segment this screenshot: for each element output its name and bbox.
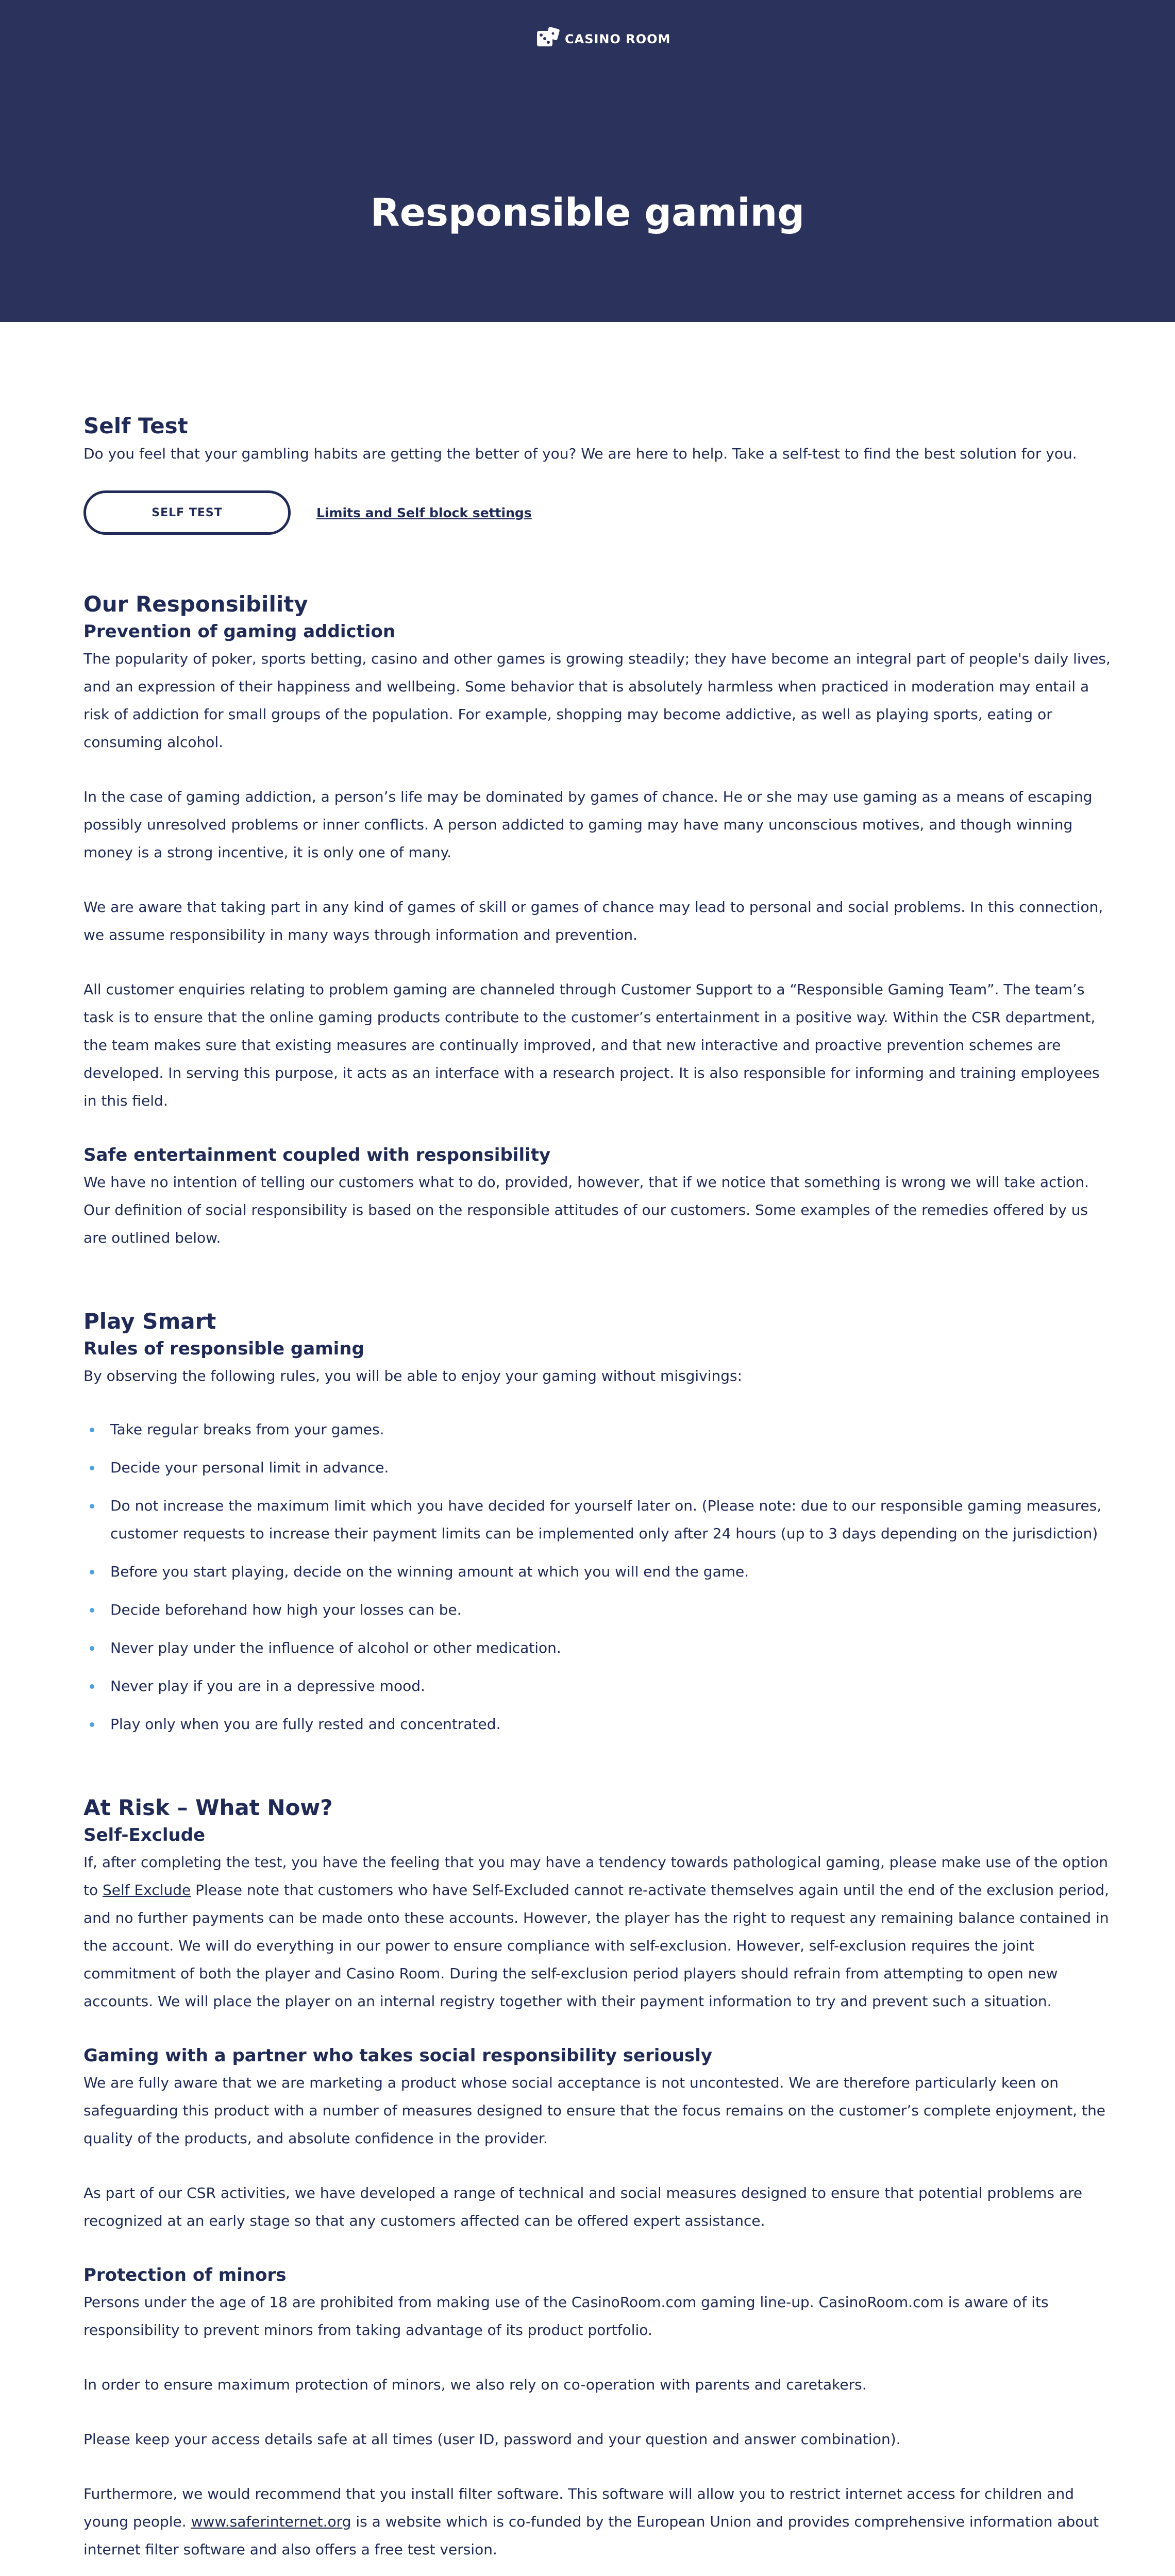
dice-icon <box>536 27 561 52</box>
casino-room-logo[interactable] <box>536 25 670 54</box>
partner-paragraph: We are fully aware that we are marketing a product whose social acceptance is not uncontested. We are therefore particularly keen on safeguarding this product with a number of measures designed to ensure that the focus remains on the customer’s complete enjoyment, the quality of the products, and absolute confidence in the provider. <box>83 2074 1106 2147</box>
self-exclude-subheading: Self-Exclude <box>83 1825 206 1845</box>
self-test-actions <box>83 490 1112 535</box>
minors-paragraph: Please keep your access details safe at all times (user ID, password and your question and answer combination). <box>83 2431 901 2448</box>
play-smart-section <box>83 1308 1112 1738</box>
bullet-icon <box>90 1428 94 1432</box>
list-item: Decide beforehand how high your losses can be. <box>83 1596 1112 1624</box>
safe-entertainment-subheading: Safe entertainment coupled with responsibility <box>83 1145 551 1165</box>
partner-paragraph: As part of our CSR activities, we have developed a range of technical and social measures designed to ensure that potential problems are recognized at an early stage so that any customers affected can be offered expert assistance. <box>83 2184 1083 2229</box>
rules-list <box>83 1416 1112 1738</box>
bullet-icon <box>90 1646 94 1651</box>
list-item: Before you start playing, decide on the winning amount at which you will end the game. <box>83 1558 1112 1586</box>
minors-paragraph: In order to ensure maximum protection of minors, we also rely on co-operation with parents and caretakers. <box>83 2376 867 2393</box>
minors-subheading: Protection of minors <box>83 2265 287 2285</box>
self-test-section <box>83 412 1112 535</box>
play-smart-heading: Play Smart <box>83 1309 216 1334</box>
bullet-icon <box>90 1684 94 1689</box>
bullet-icon <box>90 1466 94 1470</box>
self-test-text: Do you feel that your gambling habits are getting the better of you? We are here to help. Take a self-test to find the best solution for you. <box>83 445 1077 462</box>
minors-paragraph: Furthermore, we would recommend that you install filter software. This software will allow you to restrict internet access for children and young people. www.saferinternet.org is a website which is co-funded by the European Union and provides comprehensive information about internet filter software and also offers a free test version. <box>83 2485 1099 2558</box>
self-test-heading: Self Test <box>83 413 188 438</box>
saferinternet-link[interactable]: www.saferinternet.org <box>191 2513 351 2530</box>
responsibility-section <box>83 590 1112 1252</box>
minors-paragraph: Persons under the age of 18 are prohibited from making use of the CasinoRoom.com gaming line-up. CasinoRoom.com is aware of its responsibility to prevent minors from taking advantage of its product portfolio. <box>83 2294 1049 2338</box>
bullet-icon <box>90 1570 94 1574</box>
limits-self-block-link[interactable]: Limits and Self block settings <box>316 505 532 520</box>
list-item: Do not increase the maximum limit which you have decided for yourself later on. (Please note: due to our responsible gaming measures, customer requests to increase their payment limits can be implemented only after 24 hours (up to 3 days depending on the jurisdiction) <box>83 1492 1112 1548</box>
hero-header <box>0 0 1175 322</box>
responsibility-paragraph: The popularity of poker, sports betting, casino and other games is growing steadily; they have become an integral part of people's daily lives, and an expression of their happiness and wellbeing. Some behavior that is absolutely harmless when practiced in moderation may entail a risk of addiction for small groups of the population. For example, shopping may become addictive, as well as playing sports, eating or consuming alcohol. <box>83 650 1111 751</box>
list-item: Play only when you are fully rested and concentrated. <box>83 1710 1112 1738</box>
bullet-icon <box>90 1722 94 1727</box>
list-item: Never play if you are in a depressive mood. <box>83 1672 1112 1700</box>
bullet-icon <box>90 1504 94 1509</box>
responsibility-paragraph: We have no intention of telling our customers what to do, provided, however, that if we notice that something is wrong we will take action. Our definition of social responsibility is based on the responsible attitudes of our customers. Some examples of the remedies offered by us are outlined below. <box>83 1174 1089 1246</box>
main-content <box>83 412 1112 2576</box>
list-item: Decide your personal limit in advance. <box>83 1454 1112 1482</box>
logo-text: CASINO ROOM <box>565 32 671 46</box>
self-exclude-link[interactable]: Self Exclude <box>103 1882 191 1899</box>
rules-subheading: Rules of responsible gaming <box>83 1338 364 1359</box>
self-exclude-paragraph: If, after completing the test, you have the feeling that you may have a tendency towards pathological gaming, please make use of the option to Self Exclude Please note that customers who have Self-Excluded cannot re-activate themselves again until the end of the exclusion period, and no further payments can be made onto these accounts. However, the player has the right to request any remaining balance contained in the account. We will do everything in our power to ensure compliance with self-exclusion. However, self-exclusion requires the joint commitment of both the player and Casino Room. During the self-exclusion period players should refrain from attempting to open new accounts. We will place the player on an internal registry together with their payment information to try and prevent such a situation. <box>83 1854 1110 2010</box>
responsibility-paragraph: All customer enquiries relating to problem gaming are channeled through Customer Support to a “Responsible Gaming Team”. The team’s task is to ensure that the online gaming products contribute to the customer’s entertainment in a positive way. Within the CSR department, the team makes sure that existing measures are continually improved, and that new interactive and proactive prevention schemes are developed. In serving this purpose, it acts as an interface with a research project. It is also responsible for informing and training employees in this field. <box>83 981 1100 1109</box>
bullet-icon <box>90 1608 94 1613</box>
page-title: Responsible gaming <box>370 190 805 235</box>
responsibility-paragraph: We are aware that taking part in any kind of games of skill or games of chance may lead to personal and social problems. In this connection, we assume responsibility in many ways through information and prevention. <box>83 899 1103 943</box>
partner-subheading: Gaming with a partner who takes social responsibility seriously <box>83 2045 713 2066</box>
responsibility-heading: Our Responsibility <box>83 591 308 617</box>
responsibility-paragraph: In the case of gaming addiction, a person’s life may be dominated by games of chance. He or she may use gaming as a means of escaping possibly unresolved problems or inner conflicts. A person addicted to gaming may have many unconscious motives, and though winning money is a strong incentive, it is only one of many. <box>83 788 1093 861</box>
at-risk-heading: At Risk – What Now? <box>83 1795 333 1820</box>
list-item: Take regular breaks from your games. <box>83 1416 1112 1444</box>
prevention-subheading: Prevention of gaming addiction <box>83 621 396 642</box>
at-risk-section <box>83 1794 1112 2576</box>
list-item: Never play under the influence of alcohol or other medication. <box>83 1634 1112 1662</box>
rules-intro: By observing the following rules, you will be able to enjoy your gaming without misgivings: <box>83 1367 743 1384</box>
self-test-button[interactable]: SELF TEST <box>83 490 291 535</box>
